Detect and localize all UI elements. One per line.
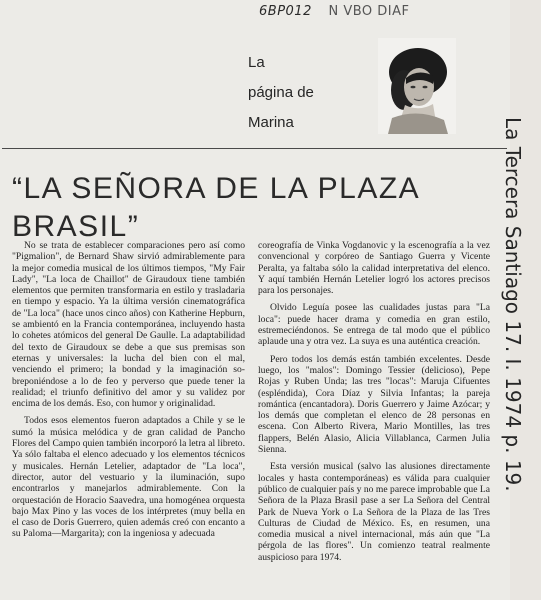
article-paragraph: Esta versión musical (salvo las alusiones directamente locales y hasta contemporáneas) es válida para cualquier público de cualquier país y no me parece improbable que La Señora de la Plaza Brasil pase a ser La Señora del Central Park de Nueva York o La Señora de la Plaza de las Tres Culturas de Ciudad de México. Es, en resumen, una comedia musical a nivel internacional, más aún que "La pérgola de las flores". Un comienzo teatral realmente auspicioso para 1974. (258, 461, 490, 563)
column-header-line-1: La (248, 54, 265, 71)
headline-line-2: BRASIL” (12, 210, 140, 243)
column-header-line-2: página de (248, 84, 314, 101)
header-divider (2, 148, 507, 149)
article-headline (12, 170, 482, 246)
handwritten-archive-number: 6BP012 (259, 4, 312, 19)
article-right-column (258, 240, 490, 569)
handwritten-source-note (484, 115, 541, 585)
handwritten-note-canvas (484, 115, 540, 585)
handwritten-note-text: La Tercera Santiago 17. I. 1974 p. 19. (501, 117, 525, 492)
article-paragraph: coreografía de Vinka Vogdanovic y la escenografía a la vez convencional y corpóreo de Santiago Guerra y Vicente Peralta, ya faltaba sólo la calidad interpretativa del elenco. Y aquí también Hernán Letelier logró los actores precisos para los personajes. (258, 240, 490, 297)
article-left-column (12, 240, 245, 546)
author-portrait-photo (378, 38, 456, 134)
column-header-line-3: Marina (248, 114, 294, 131)
article-paragraph: No se trata de establecer comparaciones pero así como "Pigmalion", de Bernard Shaw sirvió admirablemente para la mejor comedia musical de los últimos tiempos, "My Fair Lady", "La loca de Chaillot" de Giraudoux tiene también elementos que permiten transformaria en estilo y trasladaria en tiempo y espacio. Ya la última versión cinematográfica de "La loca" (hace unos cinco años) con Katherine Hepburn, se ambientó en la Francia contemporánea, incluyendo hasta lo cohetes atómicos del general De Gaulle. La adaptabilidad del texto de Giraudoux se debe a que sus premisas son eternas y universales: la lucha del bien con el mal, venciendo el primero; la bondad y la imaginación sobreponiéndose a lo de feo y perverso que puede tener la realidad; el triunfo definitivo del amor y su validez por encima de los demás. Eso, con humor y originalidad. (12, 240, 245, 410)
portrait-image (378, 38, 456, 134)
article-paragraph: Pero todos los demás están también excelentes. Desde luego, los "malos": Domingo Tessier (delicioso), Pepe Rojas y Ruben Unda; las tres "locas": Maruja Cifuentes (espléndida), Cora Díaz y Silvia Infantas; la pareja romántica (encantadora). Doris Guerrero y Jaime Azócar; y los demás que completan el elenco de 28 personas en escena. Con Alberto Rivera, Mario Montilles, las tres flappers, Belén Alasio, Alicia Villablanca, Carmen Julia Sienna. (258, 353, 490, 456)
archive-stamp (259, 4, 464, 26)
stamp-printed-fragment: N VBO DIAF (328, 4, 410, 19)
article-paragraph: Todos esos elementos fueron adaptados a Chile y se le sumó la música melódica y de gran calidad de Pancho Flores del Campo quien también incorporó la letra al libreto. Ya sólo faltaba el elenco adecuado y los elementos técnicos y musicales. Hernán Letelier, adaptador de "La loca", director, autor del vestuario y la iluminación, supo encontrarlos y manejarlos admirablemente. Con la orquestación de Horacio Saavedra, una homogénea orquesta bajo Max Pino y las voces de los intérpretes (muy bella en el caso de Doris Guerrero, quien además creó con encanto a su Paloma—Margarita); con la ingeniosa y adecuada (12, 415, 245, 540)
column-header (248, 48, 373, 138)
article-paragraph: Olvido Leguía posee las cualidades justas para "La loca": puede hacer drama y comedia en gran estilo, estremeciéndonos. Se entrega de tal modo que el público aplaude una y otra vez. La suya es una auténtica creación. (258, 302, 490, 348)
headline-line-1: “LA SEÑORA DE LA PLAZA (12, 172, 421, 205)
